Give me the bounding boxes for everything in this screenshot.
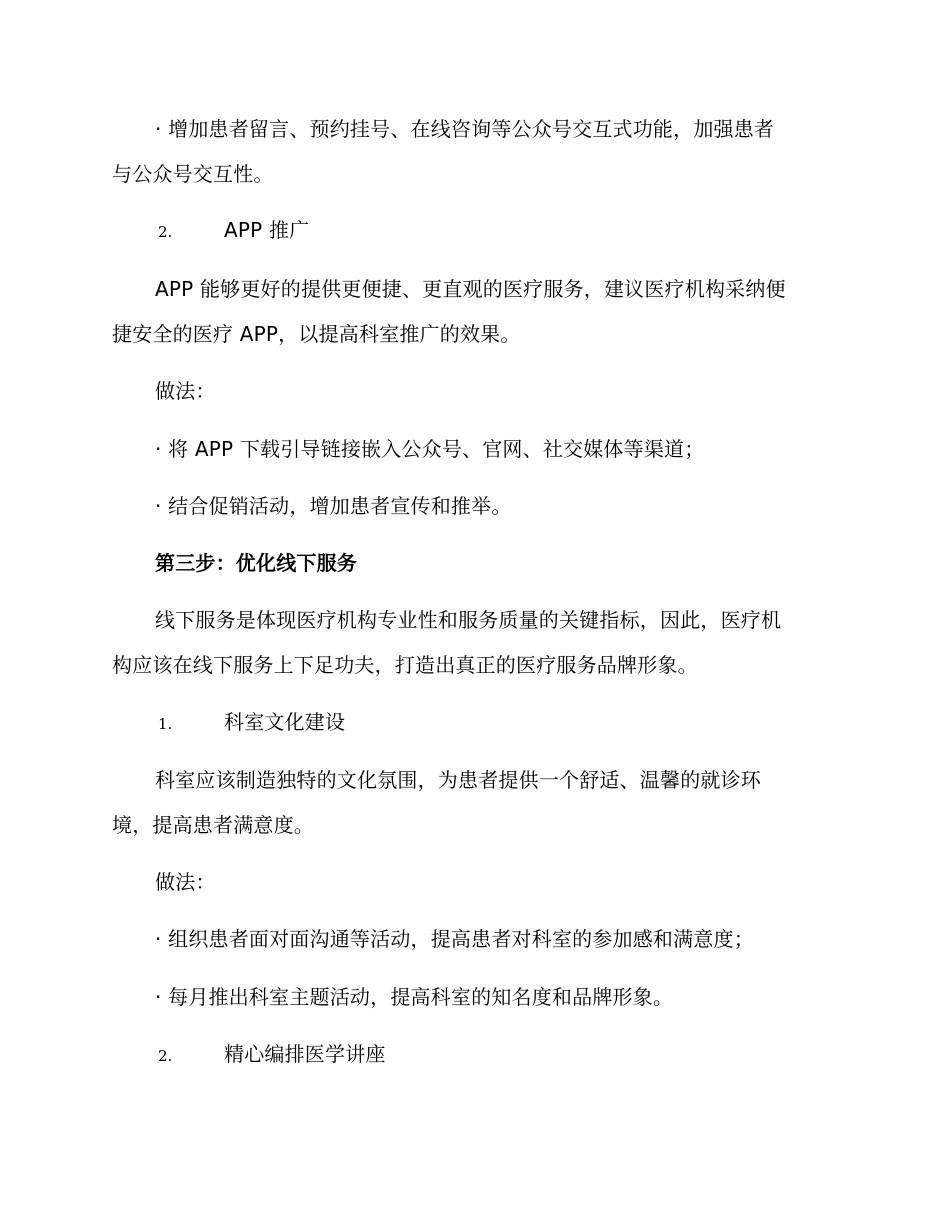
bullet-interaction-line-2: 与公众号交互性。: [112, 162, 274, 186]
method-label: 做法：: [155, 870, 216, 894]
list-number: 1.: [158, 715, 173, 733]
method-label: 做法：: [155, 379, 216, 403]
section-title-culture: 科室文化建设: [224, 710, 346, 734]
bullet-item: · 将 APP 下载引导链接嵌入公众号、官网、社交媒体等渠道；: [155, 437, 705, 461]
app-paragraph-line-1: APP 能够更好的提供更便捷、更直观的医疗服务，建议医疗机构采纳便: [155, 277, 786, 301]
list-number: 2.: [158, 1047, 173, 1065]
bullet-item: · 每月推出科室主题活动，提高科室的知名度和品牌形象。: [155, 985, 674, 1009]
step-heading: 第三步：优化线下服务: [155, 551, 357, 575]
bullet-interaction-line-1: · 增加患者留言、预约挂号、在线咨询等公众号交互式功能，加强患者: [155, 117, 775, 141]
offline-paragraph-line-1: 线下服务是体现医疗机构专业性和服务质量的关键指标，因此，医疗机: [155, 608, 782, 632]
culture-paragraph-line-1: 科室应该制造独特的文化氛围，为患者提供一个舒适、温馨的就诊环: [155, 768, 761, 792]
bullet-item: · 组织患者面对面沟通等活动，提高患者对科室的参加感和满意度；: [155, 927, 754, 951]
list-number: 2.: [158, 223, 173, 241]
bullet-item: · 结合促销活动，增加患者宣传和推举。: [155, 494, 512, 518]
app-paragraph-line-2: 捷安全的医疗 APP，以提高科室推广的效果。: [112, 322, 521, 346]
offline-paragraph-line-2: 构应该在线下服务上下足功夫，打造出真正的医疗服务品牌形象。: [112, 653, 698, 677]
section-title-app: APP 推广: [224, 218, 310, 242]
section-title-lectures: 精心编排医学讲座: [224, 1042, 386, 1066]
culture-paragraph-line-2: 境，提高患者满意度。: [112, 813, 314, 837]
